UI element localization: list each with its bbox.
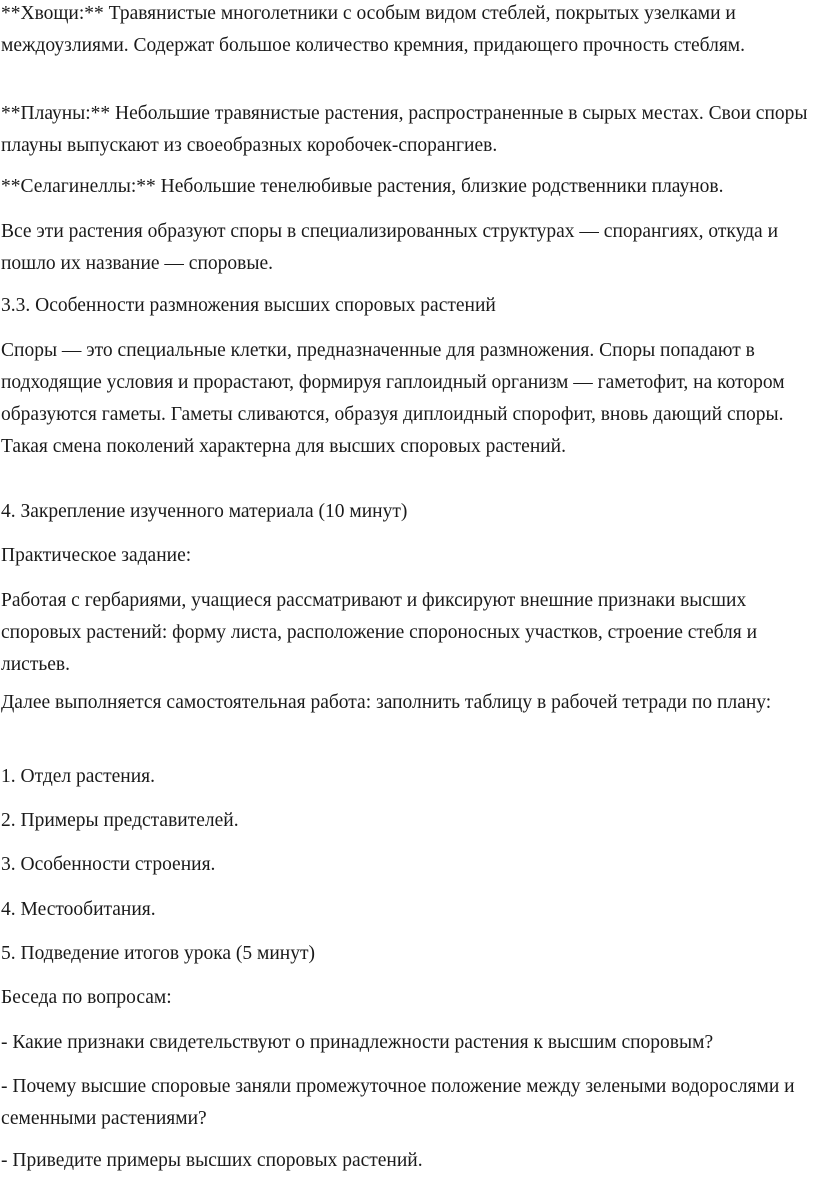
paragraph-spores: Споры — это специальные клетки, предназначенные для размножения. Споры попадают в подходящие условия и прорастают, формируя гаплоидный организм — гаметофит, на котором образуются гаметы. Гаметы сливаются, образуя диплоидный спорофит, вновь дающий споры. Такая смена поколений характерна для высших споровых растений. [1, 340, 785, 457]
label-practical-task: Практическое задание: [1, 545, 192, 566]
paragraph-horsetails: **Хвощи:** Травянистые многолетники с особым видом стеблей, покрытых узелками и междоузлиями. Содержат большое количество кремния, придающего прочность стеблям. [1, 3, 746, 56]
section-heading-summary: 5. Подведение итогов урока (5 минут) [1, 943, 316, 964]
label-discussion: Беседа по вопросам: [1, 987, 172, 1008]
list-item: 2. Примеры представителей. [1, 810, 239, 831]
list-item: 1. Отдел растения. [1, 766, 155, 787]
paragraph-herbarium-work: Работая с гербариями, учащиеся рассматривают и фиксируют внешние признаки высших споровых растений: форму листа, расположение спороносных участков, строение стебля и листьев. [1, 590, 758, 675]
list-item: 4. Местообитания. [1, 899, 156, 920]
paragraph-independent-work: Далее выполняется самостоятельная работа: заполнить таблицу в рабочей тетради по плану: [1, 692, 772, 713]
paragraph-selaginella: **Селагинеллы:** Небольшие тенелюбивые растения, близкие родственники плаунов. [1, 176, 724, 197]
section-heading-consolidation: 4. Закрепление изученного материала (10 минут) [1, 501, 408, 522]
paragraph-club-mosses: **Плауны:** Небольшие травянистые растения, распространенные в сырых местах. Свои споры плауны выпускают из своеобразных коробочек-спорангиев. [1, 103, 808, 156]
question-item: - Приведите примеры высших споровых растений. [1, 1150, 423, 1171]
question-item: - Какие признаки свидетельствуют о принадлежности растения к высшим споровым? [1, 1032, 714, 1053]
section-heading-reproduction: 3.3. Особенности размножения высших споровых растений [1, 295, 496, 316]
question-item: - Почему высшие споровые заняли промежуточное положение между зелеными водорослями и семенными растениями? [1, 1076, 795, 1129]
list-item: 3. Особенности строения. [1, 854, 216, 875]
paragraph-spore-summary: Все эти растения образуют споры в специализированных структурах — спорангиях, откуда и пошло их название — споровые. [1, 221, 779, 274]
